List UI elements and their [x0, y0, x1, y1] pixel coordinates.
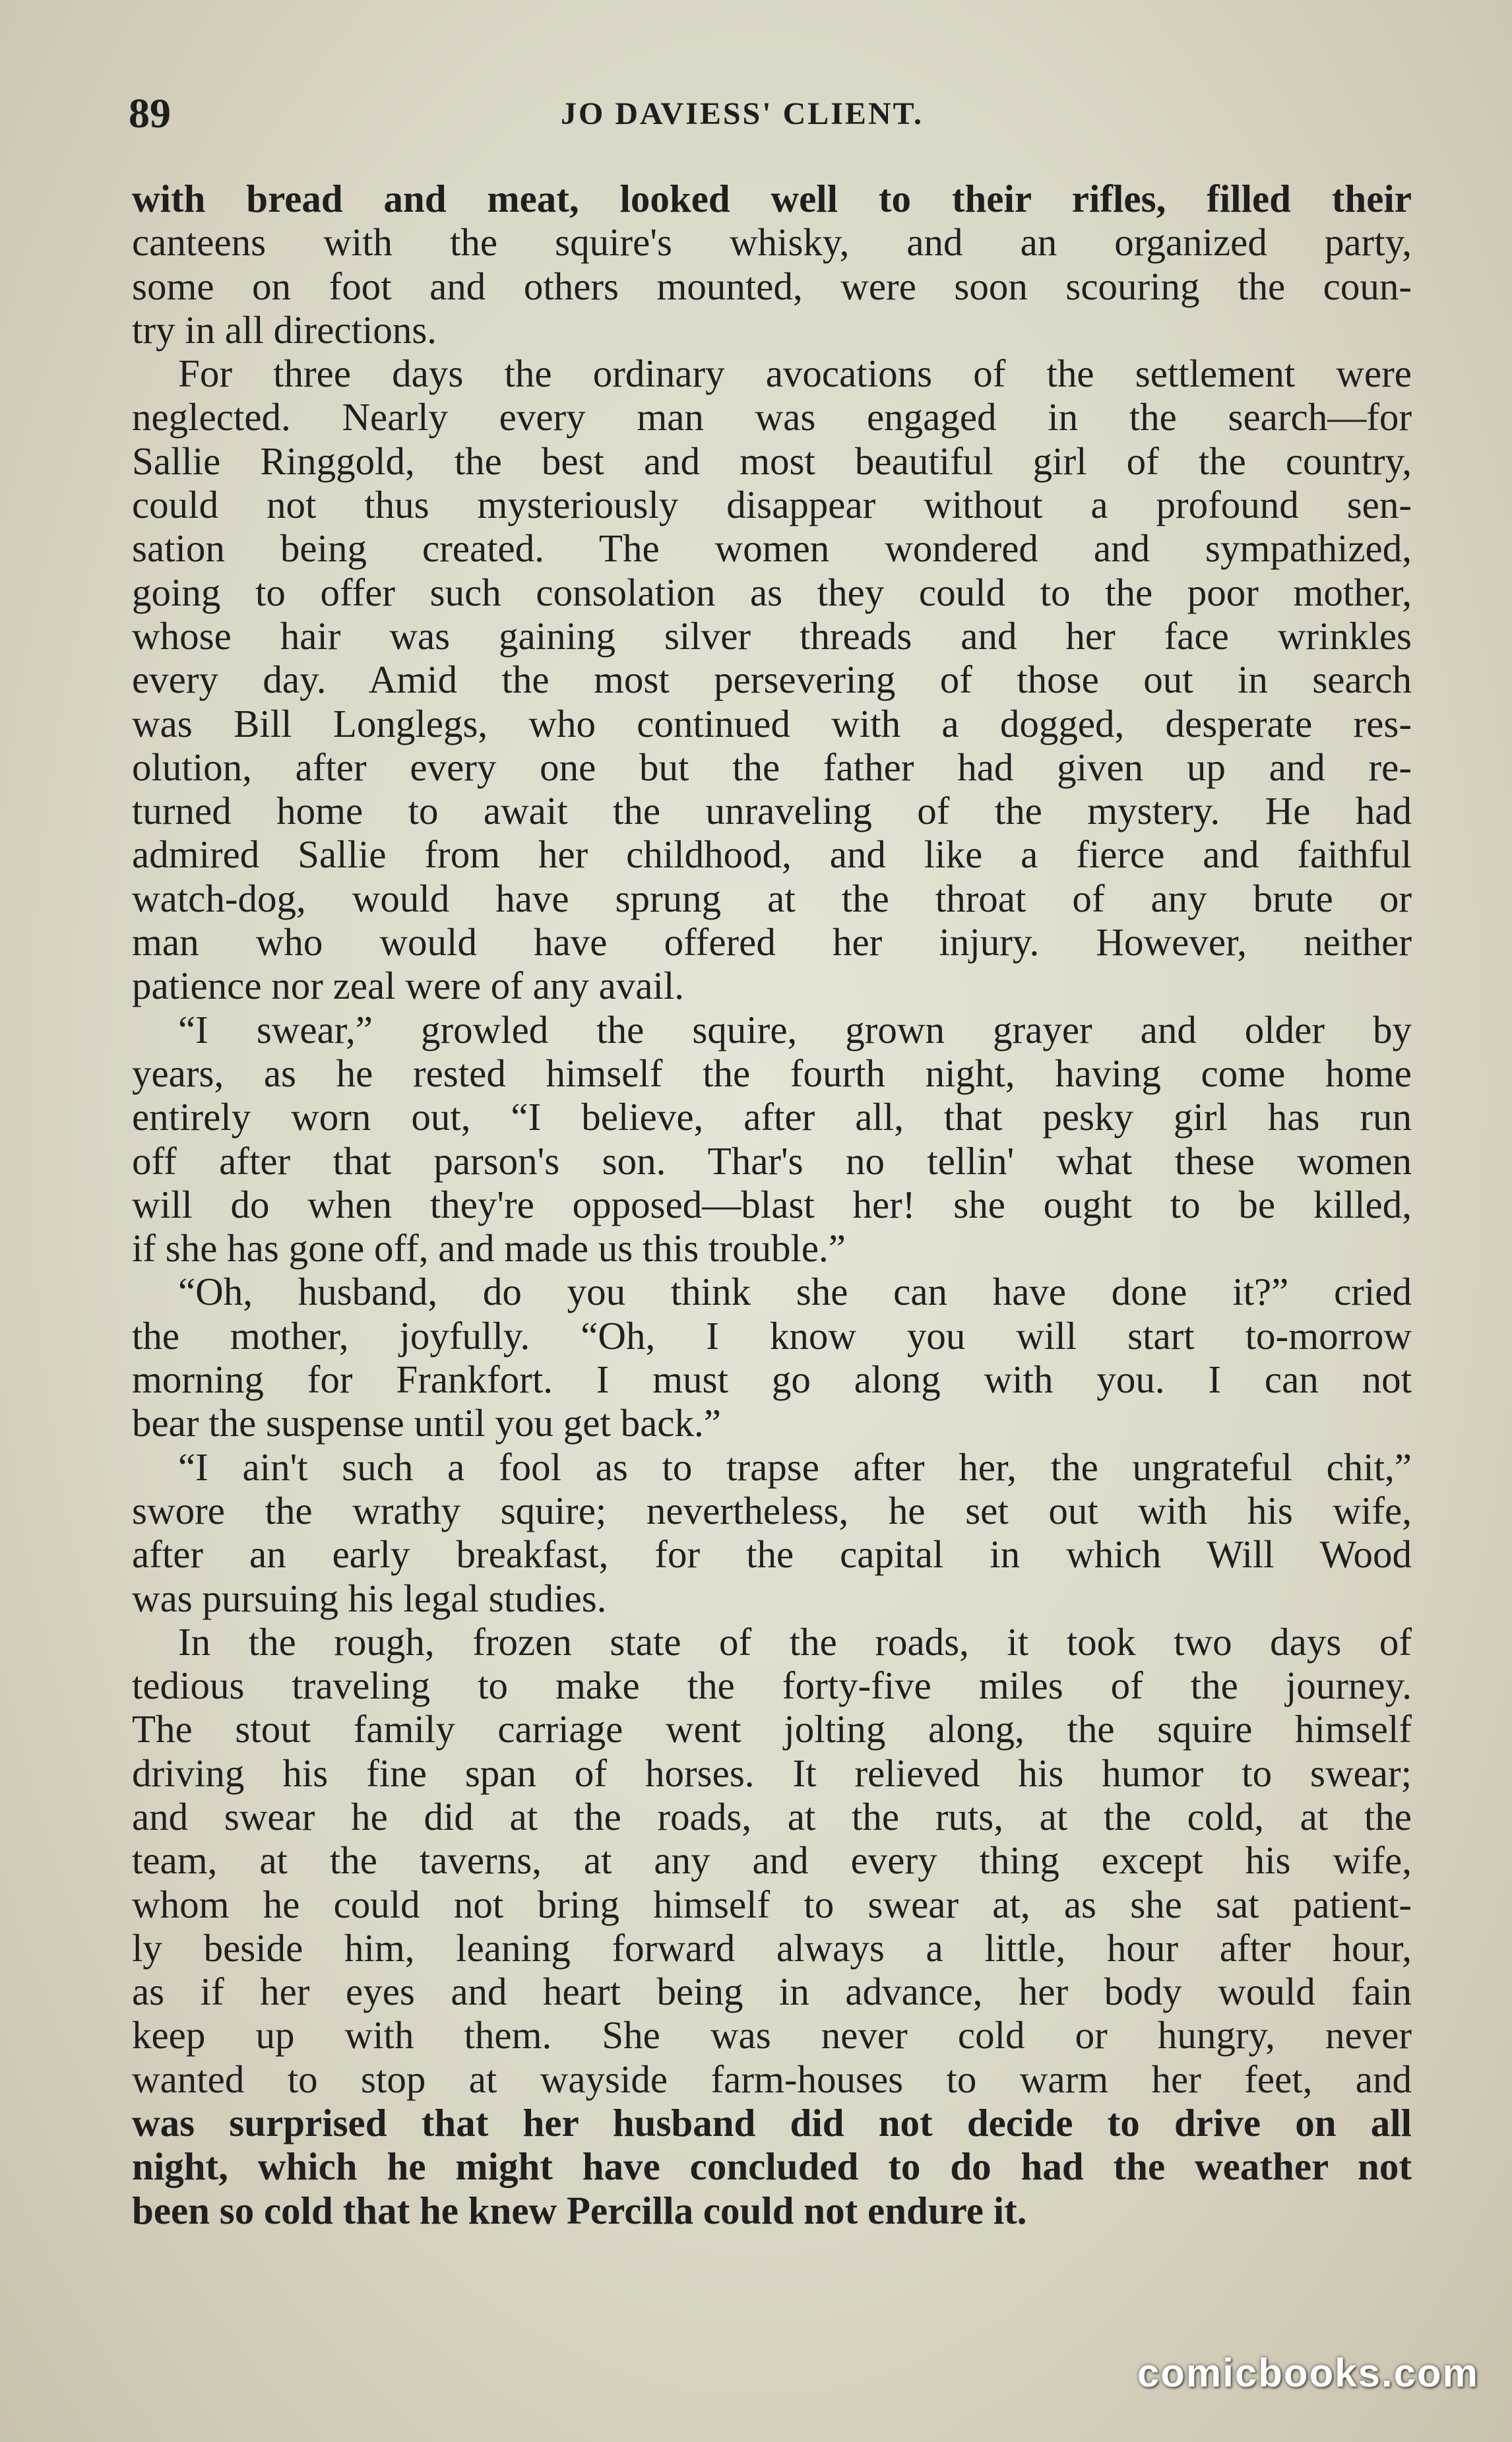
text-line: neglected. Nearly every man was engaged in the search—for: [132, 395, 1412, 439]
text-line: entirely worn out, “I believe, after all, that pesky girl has run: [132, 1095, 1412, 1139]
text-line: admired Sallie from her childhood, and like a fierce and faithful: [132, 832, 1412, 877]
page-number: 89: [129, 90, 171, 137]
text-line: Sallie Ringgold, the best and most beautiful girl of the country,: [132, 439, 1412, 483]
text-line: The stout family carriage went jolting along, the squire himself: [132, 1707, 1412, 1751]
text-line: “I swear,” growled the squire, grown grayer and older by: [178, 1007, 1412, 1051]
text-line: with bread and meat, looked well to their rifles, filled their: [132, 177, 1412, 220]
text-line: whom he could not bring himself to swear at, as she sat patient-: [132, 1882, 1412, 1926]
text-line: olution, after every one but the father had given up and re-: [132, 745, 1412, 789]
text-line: was Bill Longlegs, who continued with a dogged, desperate res-: [132, 701, 1412, 745]
text-line: if she has gone off, and made us this trouble.”: [132, 1226, 846, 1270]
text-line: “Oh, husband, do you think she can have done it?” cried: [178, 1270, 1412, 1314]
text-line: canteens with the squire's whisky, and an organized party,: [132, 220, 1412, 265]
text-line: In the rough, frozen state of the roads, it took two days of: [178, 1619, 1412, 1664]
text-line: the mother, joyfully. “Oh, I know you will start to-morrow: [132, 1313, 1412, 1358]
text-line: off after that parson's son. Thar's no tellin' what these women: [132, 1139, 1412, 1183]
text-line: bear the suspense until you get back.”: [132, 1401, 721, 1445]
text-line: could not thus mysteriously disappear without a profound sen-: [132, 483, 1412, 527]
text-line: wanted to stop at wayside farm-houses to warm her feet, and: [132, 2057, 1412, 2101]
text-line: try in all directions.: [132, 307, 437, 352]
page-header: [129, 89, 1415, 142]
text-line: and swear he did at the roads, at the ruts, at the cold, at the: [132, 1794, 1412, 1838]
text-line: For three days the ordinary avocations of the settlement were: [178, 352, 1412, 396]
running-head: JO DAVIESS' CLIENT.: [561, 96, 924, 131]
text-line: man who would have offered her injury. However, neither: [132, 920, 1412, 964]
site-watermark: comicbooks.com: [1137, 2351, 1479, 2395]
text-line: team, at the taverns, at any and every thing except his wife,: [132, 1838, 1412, 1883]
text-line: “I ain't such a fool as to trapse after her, the ungrateful chit,”: [178, 1445, 1412, 1489]
text-line: patience nor zeal were of any avail.: [132, 964, 685, 1008]
text-line: every day. Amid the most persevering of those out in search: [132, 658, 1412, 702]
text-line: night, which he might have concluded to do had the weather not: [132, 2145, 1412, 2189]
text-line: years, as he rested himself the fourth night, having come home: [132, 1051, 1412, 1095]
body-text: [132, 177, 1412, 2232]
text-line: sation being created. The women wondered and sympathized,: [132, 526, 1412, 571]
text-line: tedious traveling to make the forty-five miles of the journey.: [132, 1664, 1412, 1708]
text-line: watch-dog, would have sprung at the throat of any brute or: [132, 876, 1412, 920]
text-line: been so cold that he knew Percilla could not endure it.: [132, 2188, 1027, 2232]
text-line: keep up with them. She was never cold or hungry, never: [132, 2013, 1412, 2057]
text-line: was surprised that her husband did not decide to drive on all: [132, 2101, 1412, 2145]
text-line: whose hair was gaining silver threads and her face wrinkles: [132, 613, 1412, 658]
text-line: turned home to await the unraveling of the mystery. He had: [132, 789, 1412, 833]
text-line: some on foot and others mounted, were soon scouring the coun-: [132, 264, 1412, 308]
text-line: morning for Frankfort. I must go along with you. I can not: [132, 1358, 1412, 1402]
text-line: swore the wrathy squire; nevertheless, he set out with his wife,: [132, 1488, 1412, 1532]
text-line: going to offer such consolation as they could to the poor mother,: [132, 570, 1412, 614]
text-line: after an early breakfast, for the capital in which Will Wood: [132, 1532, 1412, 1577]
text-line: driving his fine span of horses. It relieved his humor to swear;: [132, 1751, 1412, 1795]
text-line: as if her eyes and heart being in advance, her body would fain: [132, 1970, 1412, 2014]
text-line: was pursuing his legal studies.: [132, 1576, 607, 1620]
text-line: ly beside him, leaning forward always a little, hour after hour,: [132, 1925, 1412, 1970]
text-line: will do when they're opposed—blast her! she ought to be killed,: [132, 1182, 1412, 1226]
